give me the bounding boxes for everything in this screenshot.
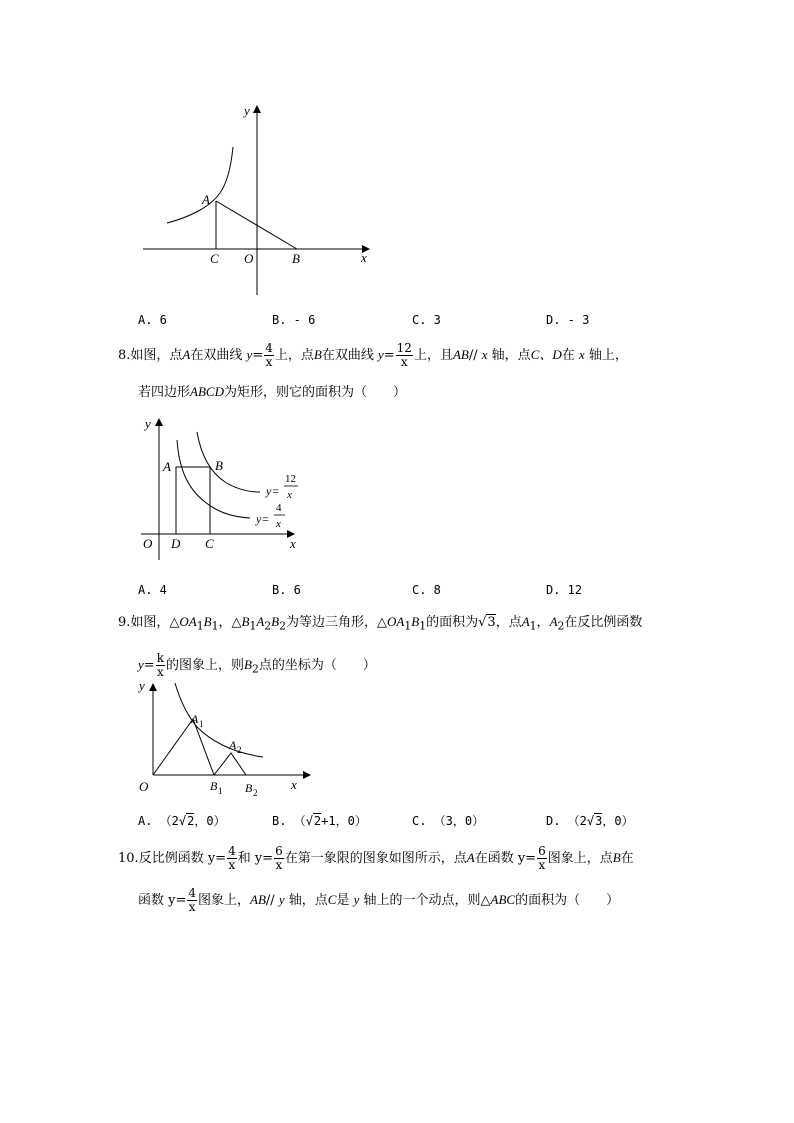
label-B: B — [292, 251, 300, 266]
label-A2-sub: 2 — [237, 745, 242, 755]
label-A: A — [163, 459, 171, 474]
q9-var: A — [256, 614, 265, 629]
label-x: x — [361, 250, 367, 265]
q8-text: 若四边形 — [138, 385, 191, 400]
hyperbola-curve — [175, 683, 263, 757]
q9-var: B — [241, 614, 250, 629]
q9-sub: 1 — [404, 619, 412, 633]
q10-text: 轴，点 — [284, 893, 328, 908]
figure-q7 — [135, 95, 380, 300]
q9-text: 的图象上，则 — [165, 658, 244, 673]
q8-text: 上，点 — [274, 348, 314, 363]
q9-var: B — [203, 614, 212, 629]
q8-option-a: A. 4 — [138, 583, 167, 597]
q8-var-x: x — [578, 347, 585, 362]
question-8-line-1 — [118, 342, 628, 369]
q8-var-x: x — [481, 347, 488, 362]
q10-point-B: B — [612, 850, 621, 865]
q10-fraction: $\frac{6}{x}$ — [275, 844, 283, 872]
q10-point-C: C — [327, 892, 337, 907]
hyperbola-curve — [167, 147, 233, 223]
label-B1-sub: 1 — [218, 786, 223, 796]
q8-text: 轴上， — [584, 348, 628, 363]
q10-var-y: y — [353, 892, 360, 907]
q9-sub: 1 — [249, 619, 257, 633]
q10-var-y: y — [278, 892, 285, 907]
figure-q9 — [135, 675, 320, 800]
label-curve-12-num: 12 — [285, 473, 296, 485]
q8-text: 在 — [561, 348, 575, 363]
q8-eq: = — [383, 348, 395, 363]
triangle-OA1B1 — [153, 719, 214, 775]
q9-text: 的面积为 — [426, 615, 479, 630]
question-8-line-2 — [138, 382, 406, 403]
label-x: x — [290, 536, 296, 551]
q9-sqrt: √3 — [478, 615, 496, 630]
q9-option-a: A. （2√2，0） — [138, 814, 226, 828]
curve-y-4-over-x — [177, 440, 250, 518]
q8-option-c: C. 8 — [412, 583, 441, 597]
q9-var: A — [521, 614, 530, 629]
q8-text: 为矩形，则它的面积为（ ） — [223, 385, 406, 400]
q8-quad-ABCD: ABCD — [190, 384, 224, 399]
q10-text: 图象上， — [198, 893, 251, 908]
q9-eq: = — [143, 658, 155, 673]
q10-text: // — [265, 893, 279, 908]
triangle-B1A2B2 — [214, 753, 246, 775]
q9-var: OA — [179, 614, 197, 629]
q9-var-y: y — [138, 657, 144, 672]
q9-text: 点的坐标为（ ） — [258, 658, 376, 673]
q9-text: ，点 — [495, 615, 522, 630]
label-C: C — [205, 536, 214, 551]
label-curve-4-num: 4 — [276, 502, 282, 514]
q9-option-b: B. （√2+1，0） — [272, 814, 367, 828]
label-y: y — [145, 416, 151, 431]
q8-eq: = — [252, 348, 264, 363]
q8-text: 如图，点 — [130, 348, 183, 363]
q8-text: 在双曲线 — [190, 348, 243, 363]
q10-segment-AB: AB — [250, 892, 266, 907]
label-y: y — [244, 103, 250, 118]
label-B2-sub: 2 — [253, 788, 258, 798]
q8-point-B: B — [313, 347, 322, 362]
q10-text: 反比例函数 y= — [138, 851, 227, 866]
q10-triangle-ABC: ABC — [490, 892, 516, 907]
q9-var: OA — [387, 614, 405, 629]
q9-text: 如图，△ — [130, 615, 180, 630]
q9-text: ，△ — [218, 615, 242, 630]
curve-y-12-over-x — [197, 432, 260, 492]
label-curve-4: y= — [256, 512, 270, 526]
q10-point-A: A — [466, 850, 475, 865]
label-O: O — [244, 251, 254, 266]
q9-text: 为等边三角形，△ — [286, 615, 388, 630]
q10-text: 图象上，点 — [547, 851, 613, 866]
q9-sub: 2 — [279, 619, 287, 633]
q8-var-y: y — [377, 347, 384, 362]
q10-text: 的面积为（ ） — [515, 893, 620, 908]
q10-fraction: $\frac{6}{x}$ — [538, 844, 546, 872]
q7-option-c: C. 3 — [412, 313, 441, 327]
q9-text: ， — [536, 615, 550, 630]
q8-text: // — [468, 348, 482, 363]
q8-option-d: D. 12 — [546, 583, 583, 597]
q9-sub: 2 — [264, 619, 272, 633]
q10-text: 是 — [336, 893, 350, 908]
q10-fraction: $\frac{4}{x}$ — [188, 886, 197, 914]
q9-fraction-k-over-x: $\frac{k}{x}$ — [156, 651, 164, 679]
label-A1: A — [191, 712, 199, 726]
q8-fraction-12-over-x: $\frac{12}{x}$ — [396, 341, 412, 369]
label-A1-sub: 1 — [199, 719, 204, 729]
label-B1: B — [210, 779, 218, 793]
rectangle-ABCD — [176, 467, 210, 534]
q10-fraction: $\frac{4}{x}$ — [228, 844, 236, 872]
q8-text: 轴，点 — [487, 348, 531, 363]
label-B2: B — [245, 781, 253, 795]
q9-sub: 1 — [419, 619, 427, 633]
q8-point-A: A — [182, 347, 191, 362]
q8-option-b: B. 6 — [272, 583, 301, 597]
q9-text: 在反比例函数 — [564, 615, 643, 630]
q9-number: 9. — [118, 615, 131, 630]
question-9-line-1 — [118, 612, 642, 637]
label-B: B — [215, 458, 223, 473]
label-A2: A — [229, 738, 237, 752]
label-x: x — [291, 777, 297, 792]
q10-text: 在 — [620, 851, 634, 866]
q9-sub: 1 — [529, 619, 537, 633]
label-y: y — [139, 678, 145, 693]
q9-sub: 2 — [251, 662, 259, 676]
q7-option-a: A. 6 — [138, 313, 167, 327]
q9-sub: 1 — [211, 619, 219, 633]
question-10-line-1 — [118, 845, 634, 872]
q10-text: 在第一象限的图象如图所示，点 — [284, 851, 467, 866]
q7-option-b: B. - 6 — [272, 313, 316, 327]
label-A: A — [202, 192, 210, 207]
q9-option-c: C. （3，0） — [412, 814, 485, 828]
q8-fraction-4-over-x: $\frac{4}{x}$ — [265, 341, 273, 369]
q8-segment-AB: AB — [452, 347, 469, 362]
q10-text: 和 y= — [237, 851, 274, 866]
q8-points-CD: C、D — [530, 347, 562, 362]
q7-option-d: D. - 3 — [546, 313, 590, 327]
label-curve-12-den: x — [287, 489, 292, 501]
label-D: D — [171, 536, 181, 551]
figure-q8 — [135, 410, 315, 570]
label-curve-4-den: x — [276, 518, 281, 530]
q9-var: B — [411, 614, 420, 629]
q8-text: 上，且 — [413, 348, 453, 363]
q9-var: B — [243, 657, 252, 672]
q8-number: 8. — [118, 348, 131, 363]
q9-sub: 1 — [196, 619, 204, 633]
q9-sub: 2 — [557, 619, 565, 633]
q10-text: 在函数 y= — [474, 851, 537, 866]
q10-text: 轴上的一个动点，则△ — [359, 893, 491, 908]
label-curve-12: y= — [266, 484, 280, 498]
q9-var: A — [549, 614, 558, 629]
label-O: O — [139, 779, 149, 794]
q10-text: 函数 y= — [138, 893, 187, 908]
q9-var: B — [271, 614, 280, 629]
q9-option-d: D. （2√3，0） — [546, 814, 634, 828]
question-10-line-2 — [138, 887, 619, 914]
q10-number: 10. — [118, 851, 139, 866]
label-C: C — [210, 251, 219, 266]
label-O: O — [143, 536, 153, 551]
q8-var-y: y — [246, 347, 253, 362]
q8-text: 在双曲线 — [321, 348, 374, 363]
